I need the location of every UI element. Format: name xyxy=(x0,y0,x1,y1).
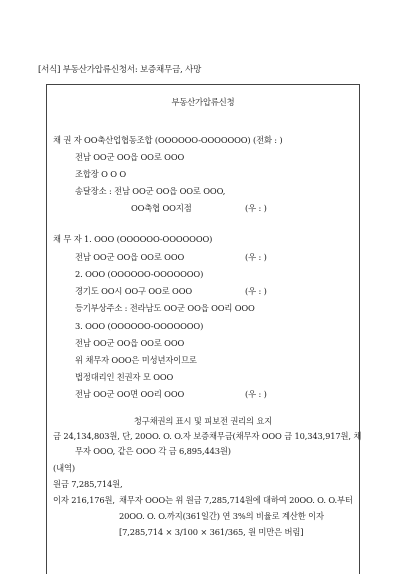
debtor3-address: 전남 OO군 OO읍 OO로 OOO xyxy=(75,338,185,348)
claim-amount-line-1: 금 24,134,803원, 단, 20OO. O. O.자 보증채무금(채무자 OOO 금 10,343,917원, 채 xyxy=(53,431,362,441)
interest-line-2: 20OO. O. O.까지(361일간) 연 3%의 비율로 계산한 이자 xyxy=(119,511,324,521)
debtor3-minor-note: 위 채무자 OOO은 미성년자이므로 xyxy=(75,355,197,365)
debtor2-address: 경기도 OO시 OO구 OO로 OOO xyxy=(75,286,193,296)
form-header: [서식] 부동산가압류신청서: 보증채무금, 사망 xyxy=(38,65,202,75)
debtor-line-1: 채 무 자 1. OOO (OOOOOO-OOOOOOO) xyxy=(53,234,213,244)
debtor2-line: 2. OOO (OOOOOO-OOOOOOO) xyxy=(75,269,204,279)
debtor2-registry-address: 등기부상주소 : 전라남도 OO군 OO읍 OO리 OOO xyxy=(75,303,255,313)
creditor-representative: 조합장 O O O xyxy=(75,169,127,179)
creditor-service-branch: OO축협 OO지점 xyxy=(131,203,192,213)
debtor1-zip: (우 : ) xyxy=(245,252,267,262)
claim-heading: 청구채권의 표시 및 피보전 권리의 요지 xyxy=(133,416,273,426)
creditor-service-address: 송달장소 : 전남 OO군 OO읍 OO로 OOO, xyxy=(75,186,226,196)
creditor-line: 채 권 자 OO축산업협동조합 (OOOOOO-OOOOOOO) (전화 : ) xyxy=(53,135,283,145)
interest-formula: [7,285,714 × 3/100 × 361/365, 원 미만은 버림] xyxy=(119,527,304,537)
document-title: 부동산가압류신청 xyxy=(171,97,235,107)
interest-label: 이자 216,176원, xyxy=(53,495,115,505)
breakdown-label: (내역) xyxy=(53,463,75,473)
debtor1-address: 전남 OO군 OO읍 OO로 OOO xyxy=(75,252,185,262)
debtor3-line: 3. OOO (OOOOOO-OOOOOOO) xyxy=(75,321,204,331)
document-frame xyxy=(46,84,360,574)
claim-amount-line-2: 무자 OOO, 같은 OOO 각 금 6,895,443원) xyxy=(75,446,231,456)
creditor-service-zip: (우 : ) xyxy=(245,203,267,213)
debtor3-guardian-address: 전남 OO군 OO면 OO리 OOO xyxy=(75,389,185,399)
principal-amount: 원금 7,285,714원, xyxy=(53,479,123,489)
creditor-address: 전남 OO군 OO읍 OO로 OOO xyxy=(75,152,185,162)
debtor2-zip: (우 : ) xyxy=(245,286,267,296)
debtor3-guardian: 법정대리인 친권자 모 OOO xyxy=(75,372,174,382)
interest-line-1: 채무자 OOO는 위 원금 7,285,714원에 대하여 20OO. O. O.부터 xyxy=(119,495,353,505)
debtor3-zip: (우 : ) xyxy=(245,389,267,399)
